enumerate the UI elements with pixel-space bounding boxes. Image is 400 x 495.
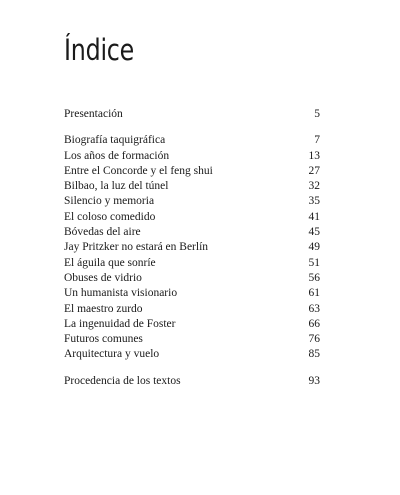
page-title: Índice — [64, 33, 135, 67]
toc-entry-label: El maestro zurdo — [64, 302, 143, 315]
toc-entry — [64, 210, 320, 225]
toc-entry-label: Presentación — [64, 108, 123, 120]
toc-entry — [64, 133, 320, 148]
toc-entry-label: Arquitectura y vuelo — [64, 348, 160, 361]
toc-entry-label: La ingenuidad de Foster — [64, 317, 176, 330]
toc-entry-page: 27 — [308, 164, 320, 177]
toc-entry-page: 49 — [308, 241, 320, 254]
toc-entry-label: Obuses de vidrio — [64, 271, 142, 284]
toc-entry-page: 51 — [308, 256, 320, 269]
toc-entry-page: 66 — [308, 317, 320, 330]
toc-entry — [64, 194, 320, 209]
toc-entry — [64, 256, 320, 271]
table-of-contents — [64, 107, 320, 390]
toc-entry-label: Silencio y memoria — [64, 195, 155, 208]
toc-entry-label: El coloso comedido — [64, 210, 156, 223]
toc-entry-label: El águila que sonríe — [64, 256, 156, 269]
toc-entry-page: 45 — [308, 226, 320, 239]
toc-entry — [64, 317, 320, 332]
toc-entry — [64, 149, 320, 164]
toc-entry-label: Procedencia de los textos — [64, 375, 181, 388]
toc-entry-page: 63 — [308, 302, 320, 315]
toc-entry — [64, 271, 320, 286]
toc-entry-page: 41 — [308, 210, 320, 223]
toc-entry-page: 93 — [308, 375, 320, 388]
toc-entry-label: Los años de formación — [64, 149, 170, 162]
toc-entry-page: 35 — [308, 195, 320, 208]
toc-entry-page: 61 — [308, 287, 320, 300]
toc-entry-page: 56 — [308, 271, 320, 284]
toc-entry — [64, 240, 320, 255]
toc-entry-page: 13 — [308, 149, 320, 162]
toc-entry-page: 85 — [308, 348, 320, 361]
toc-entry-procedencia — [64, 374, 320, 389]
toc-entry-label: Biografía taquigráfica — [64, 134, 166, 147]
toc-entry — [64, 225, 320, 240]
toc-entry — [64, 164, 320, 179]
toc-entry — [64, 302, 320, 317]
toc-entry — [64, 286, 320, 301]
toc-entry-label: Entre el Concorde y el feng shui — [64, 164, 213, 177]
toc-entry — [64, 179, 320, 194]
toc-entry-presentacion — [64, 107, 320, 122]
toc-entry-page: 7 — [314, 134, 320, 147]
toc-entry-label: Jay Pritzker no estará en Berlín — [64, 241, 209, 254]
toc-entry-label: Bilbao, la luz del túnel — [64, 180, 169, 193]
toc-entry — [64, 332, 320, 347]
toc-entry-label: Un humanista visionario — [64, 287, 178, 300]
toc-entry-page: 5 — [314, 108, 320, 120]
toc-entry-label: Bóvedas del aire — [64, 226, 141, 239]
toc-entry-page: 32 — [308, 180, 320, 193]
toc-entry — [64, 347, 320, 362]
toc-entry-page: 76 — [308, 333, 320, 346]
toc-entry-label: Futuros comunes — [64, 333, 143, 346]
